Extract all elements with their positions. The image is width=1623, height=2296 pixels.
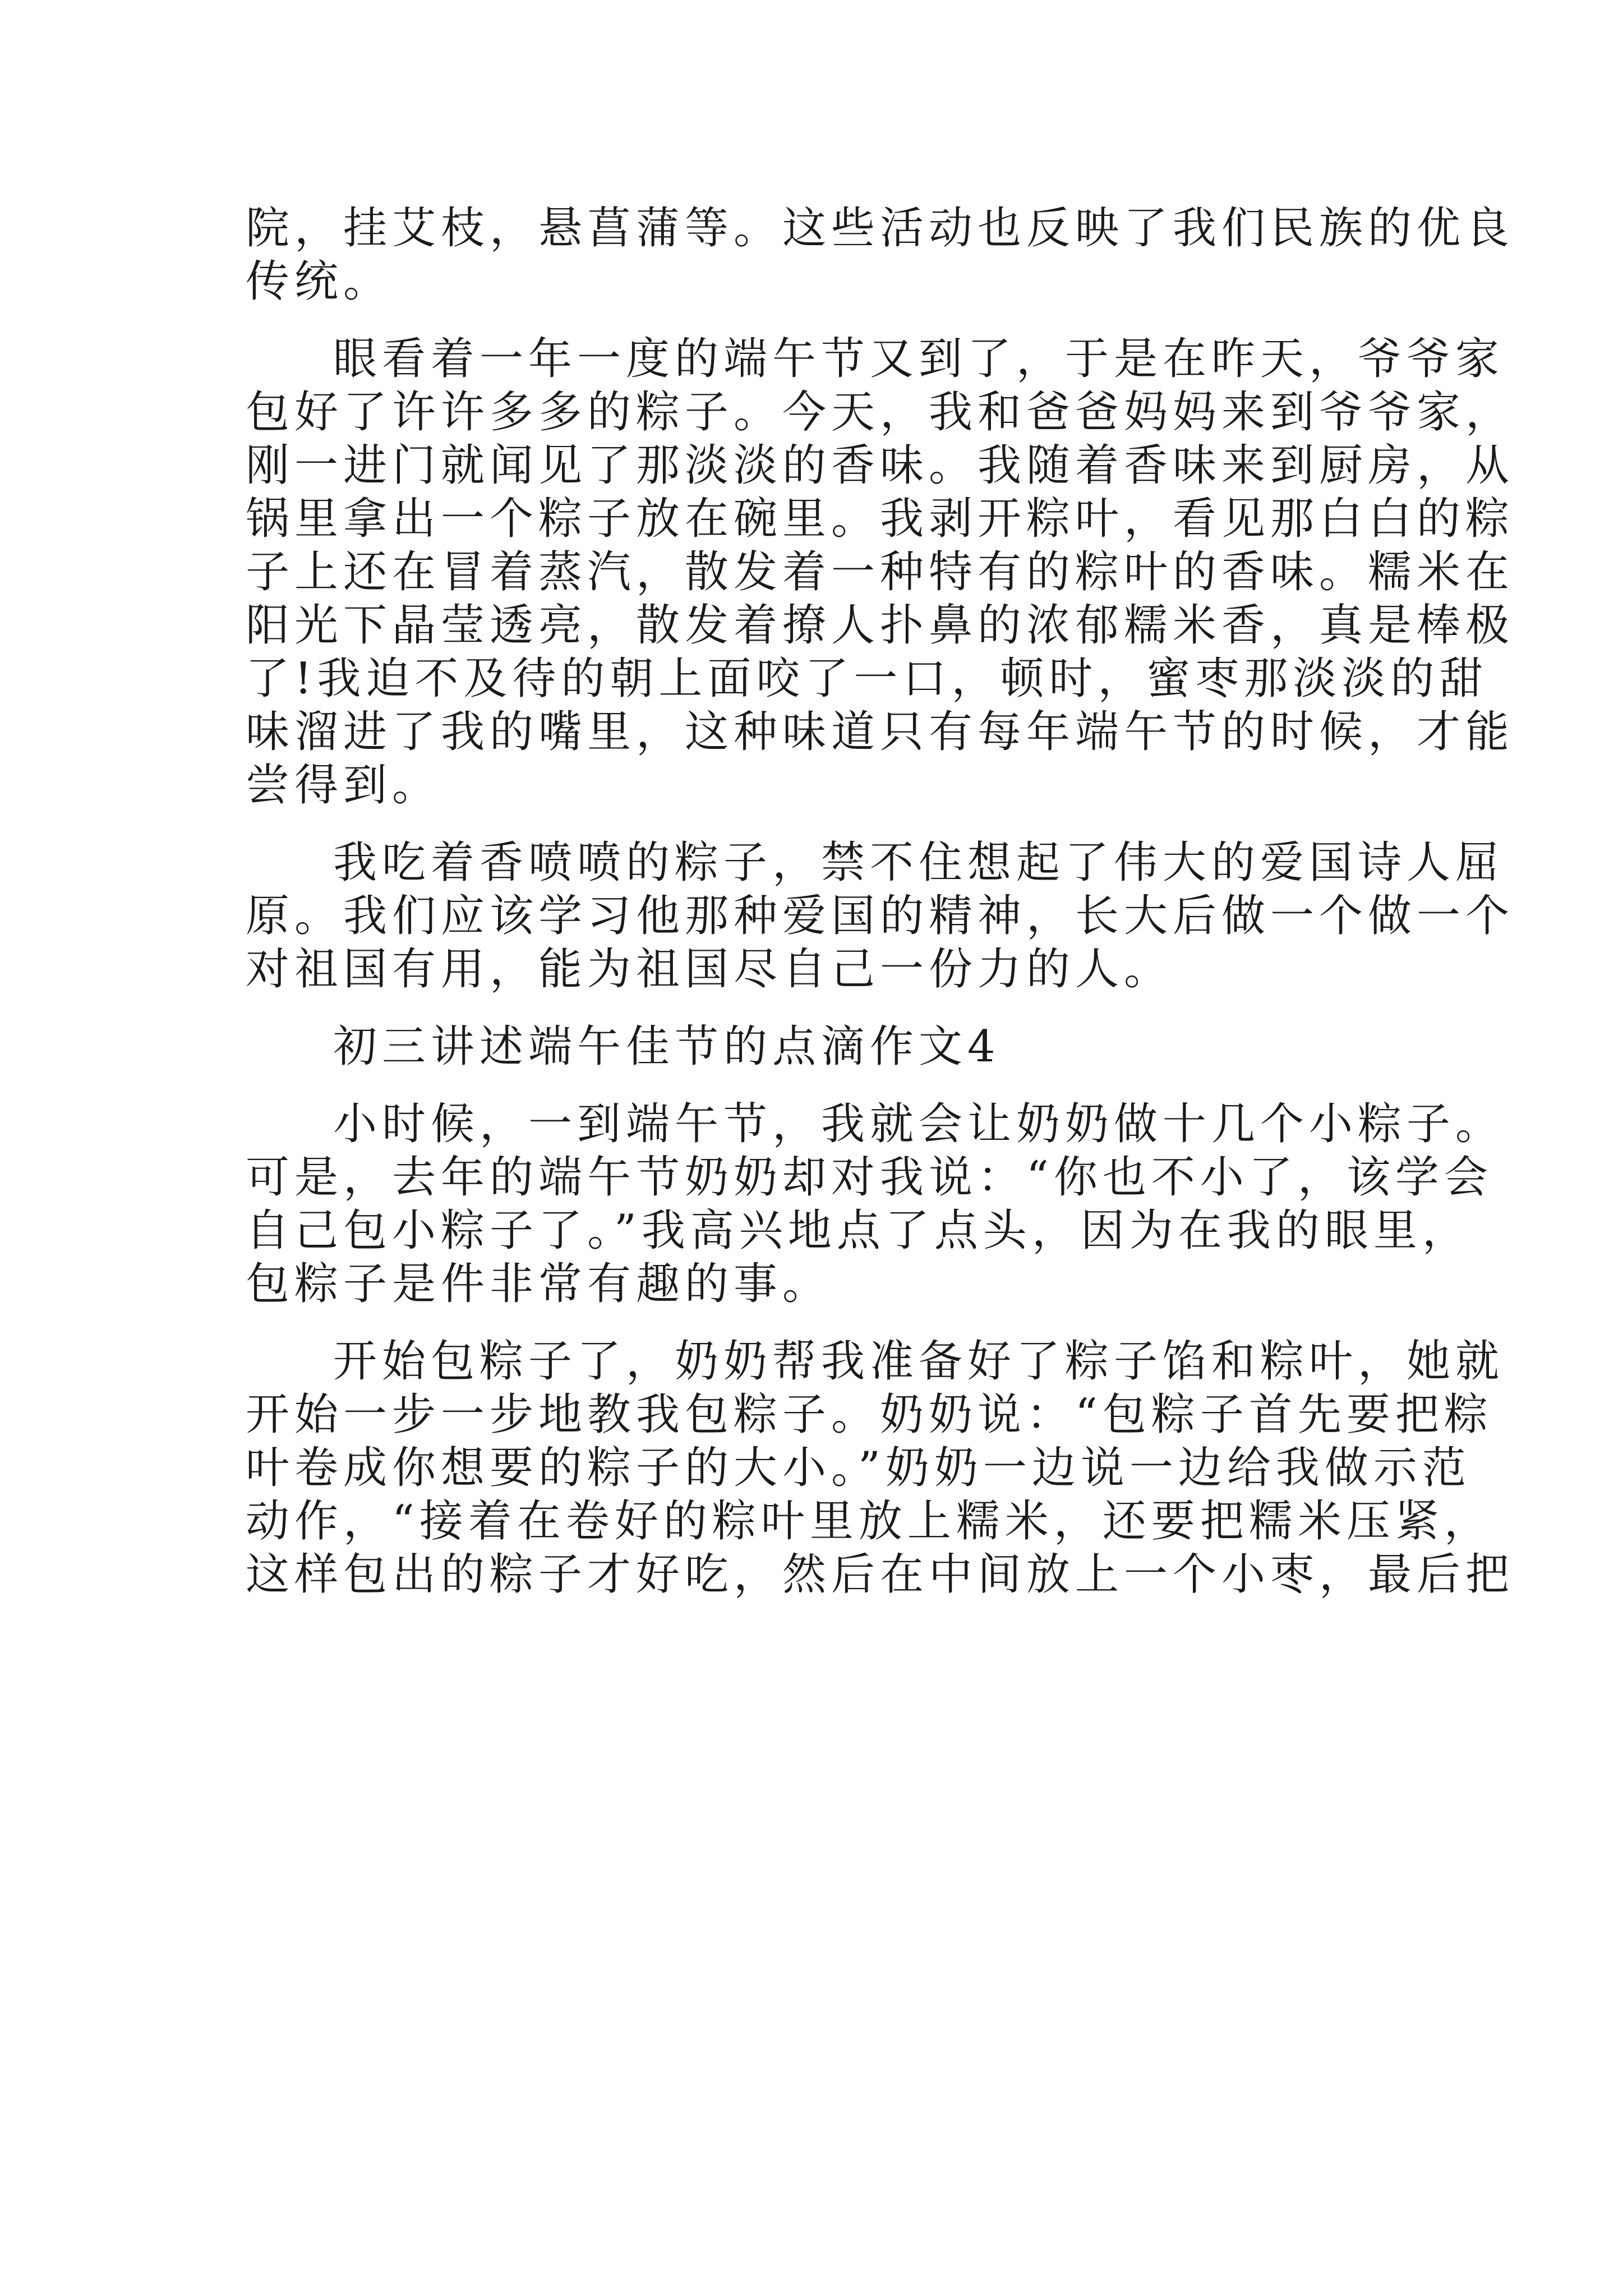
text-line: 味溜进了我的嘴里，这种味道只有每年端午节的时候，才能 xyxy=(246,707,1515,757)
text-line: 原。我们应该学习他那种爱国的精神，长大后做一个做一个 xyxy=(246,891,1515,941)
text-line: 可是，去年的端午节奶奶却对我说：“你也不小了，该学会 xyxy=(246,1152,1493,1203)
text-line: 这样包出的粽子才好吃，然后在中间放上一个小枣，最后把 xyxy=(246,1549,1515,1600)
text-line: 了!我迫不及待的朝上面咬了一口，顿时，蜜枣那淡淡的甜 xyxy=(246,654,1488,704)
text-line: 对祖国有用，能为祖国尽自己一份力的人。 xyxy=(246,944,1173,995)
section-heading: 初三讲述端午佳节的点滴作文4 xyxy=(333,1022,1000,1072)
text-line: 自己包小粽子了。”我高兴地点了点头，因为在我的眼里， xyxy=(246,1205,1471,1256)
text-line: 动作，“接着在卷好的粽叶里放上糯米，还要把糯米压紧， xyxy=(246,1496,1493,1547)
text-line: 包粽子是件非常有趣的事。 xyxy=(246,1259,832,1309)
text-line: 刚一进门就闻见了那淡淡的香味。我随着香味来到厨房，从 xyxy=(246,440,1515,491)
text-line: 包好了许许多多的粽子。今天，我和爸爸妈妈来到爷爷家， xyxy=(246,387,1515,438)
paragraph-first-line: 小时候，一到端午节，我就会让奶奶做十几个小粽子。 xyxy=(333,1099,1505,1149)
paragraph-first-line: 我吃着香喷喷的粽子，禁不住想起了伟大的爱国诗人屈 xyxy=(333,838,1505,888)
text-line: 阳光下晶莹透亮，散发着撩人扑鼻的浓郁糯米香，真是棒极 xyxy=(246,600,1515,651)
text-line: 尝得到。 xyxy=(246,760,441,811)
paragraph-first-line: 眼看着一年一度的端午节又到了，于是在昨天，爷爷家 xyxy=(333,334,1505,384)
text-line: 开始一步一步地教我包粽子。奶奶说：“包粽子首先要把粽 xyxy=(246,1389,1493,1440)
text-line: 子上还在冒着蒸汽，散发着一种特有的粽叶的香味。糯米在 xyxy=(246,547,1515,597)
text-line: 叶卷成你想要的粽子的大小。”奶奶一边说一边给我做示范 xyxy=(246,1443,1471,1493)
text-line: 传统。 xyxy=(246,256,393,307)
text-line: 锅里拿出一个粽子放在碗里。我剥开粽叶，看见那白白的粽 xyxy=(246,494,1515,544)
document-body xyxy=(246,202,1515,1602)
paragraph-first-line: 开始包粽子了，奶奶帮我准备好了粽子馅和粽叶，她就 xyxy=(333,1336,1505,1387)
text-line: 院，挂艾枝，悬菖蒲等。这些活动也反映了我们民族的优良 xyxy=(246,203,1515,254)
